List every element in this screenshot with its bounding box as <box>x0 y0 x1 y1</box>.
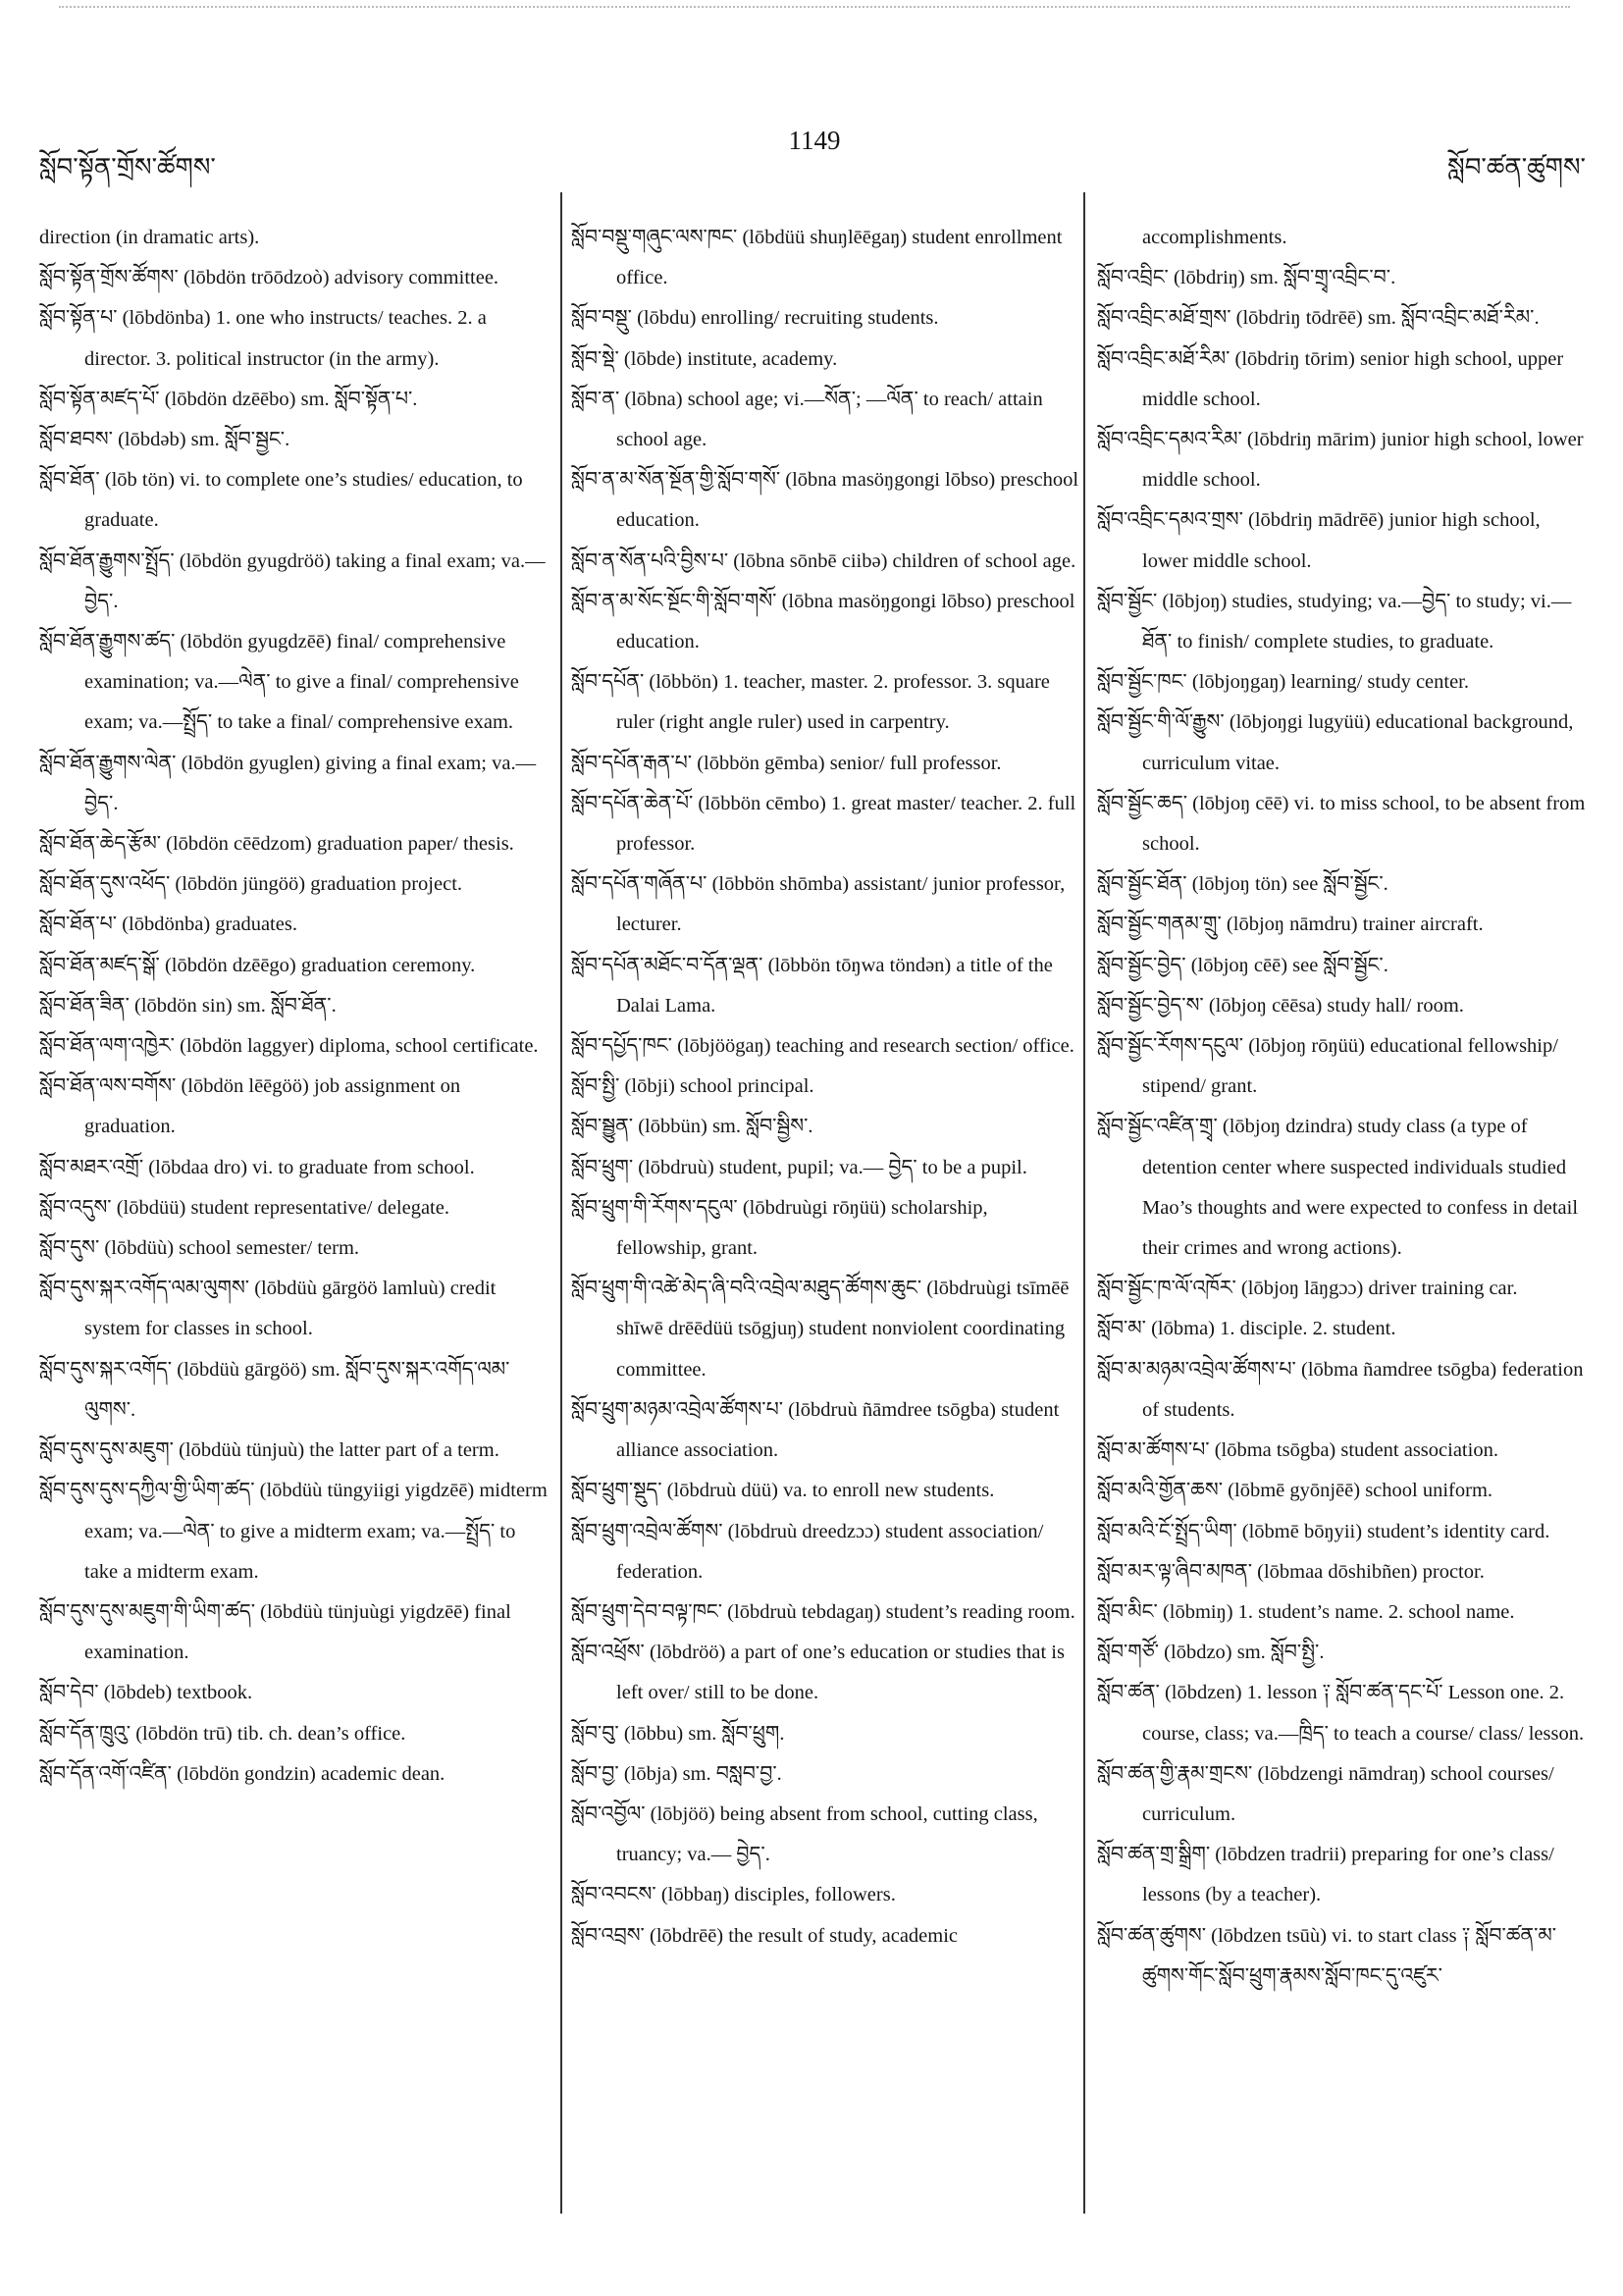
dictionary-entry: སློབ་སྦྱོང་འཛིན་གྲྭ་ (lōbjoŋ dzindra) study class (a type of detention center where suspected individuals studied Mao’s thoughts and were expected to confess in detail their crimes and wrong actions). <box>1097 1116 1579 1260</box>
dictionary-entry: སློབ་དུས་དུས་མཇུག་གི་ཡིག་ཚད་ (lōbdüù tünjuùgi yigdzēē) final examination. <box>39 1600 511 1664</box>
dictionary-entry: སློབ་ཐོན་དུས་འཕོད་ (lōbdön jüngöö) graduation project. <box>39 873 463 896</box>
dictionary-entry: སློབ་སྦྱུན་ (lōbbün) sm. སློབ་སྦྱིས་. <box>571 1116 813 1138</box>
dictionary-entry: སློབ་སྟོན་མཛད་པོ་ (lōbdön dzēēbo) sm. སློབ་སྟོན་པ་. <box>39 388 418 410</box>
dictionary-entry: སློབ་མར་ལྟ་ཞིབ་མཁན་ (lōbmaa dōshibñen) proctor. <box>1097 1560 1485 1583</box>
dictionary-entry: སློབ་སྦྱོང་གི་ལོ་རྒྱུས་ (lōbjoŋgi lugyüü) educational background, curriculum vitae. <box>1097 711 1574 774</box>
dictionary-entry: སློབ་ན་མ་སོན་སྔོན་གྱི་སློབ་གསོ་ (lōbna masöŋgongi lōbso) preschool education. <box>571 469 1079 532</box>
dictionary-entry: སློབ་སྦྱོང་རོགས་དངུལ་ (lōbjoŋ rōŋüü) educational fellowship/ stipend/ grant. <box>1097 1035 1558 1098</box>
dictionary-entry: སློབ་ཐོན་རྒྱུགས་སྤྲོད་ (lōbdön gyugdröö) taking a final exam; va.—བྱེད་. <box>39 549 546 612</box>
dictionary-entry: སློབ་ཚན་གྲ་སྒྲིག་ (lōbdzen tradrii) preparing for one’s class/ lessons (by a teacher). <box>1097 1844 1554 1906</box>
dictionary-entry: སློབ་ཕྲུག་འབྲེལ་ཚོགས་ (lōbdruù dreedzɔɔ) student association/ federation. <box>571 1520 1044 1583</box>
dictionary-entry: སློབ་སྦྱོང་བྱེད་ (lōbjoŋ cēē) see སློབ་སྦྱོང་. <box>1097 954 1388 976</box>
dictionary-entry: accomplishments. <box>1142 227 1287 248</box>
dictionary-entry: direction (in dramatic arts). <box>39 227 260 248</box>
dictionary-entry: སློབ་བྱ་ (lōbja) sm. བསླབ་བྱ་. <box>571 1762 782 1785</box>
running-head-right: སློབ་ཚན་ཚུགས་ <box>1447 153 1586 183</box>
dictionary-entry: སློབ་འབྲིང་དམའ་རིམ་ (lōbdriŋ mārim) junior high school, lower middle school. <box>1097 429 1584 492</box>
dictionary-entry: སློབ་མ་མཉམ་འབྲེལ་ཚོགས་པ་ (lōbma ñamdree tsōgba) federation of students. <box>1097 1358 1584 1421</box>
dictionary-entry: སློབ་ཚན་གྱི་རྣམ་གྲངས་ (lōbdzengi nāmdraŋ) school courses/ curriculum. <box>1097 1762 1554 1825</box>
dictionary-entry: སློབ་དེབ་ (lōbdeb) textbook. <box>39 1682 253 1704</box>
dictionary-entry: སློབ་ན་མ་སོང་སྔོང་གི་སློབ་གསོ་ (lōbna masöŋgongi lōbso) preschool education. <box>571 590 1075 653</box>
top-edge-dots <box>59 6 1570 10</box>
dictionary-entry: སློབ་དུས་སྐར་འགོད་ (lōbdüù gārgöö) sm. སློབ་དུས་སྐར་འགོད་ལམ་ལུགས་. <box>39 1358 510 1421</box>
column-divider-2 <box>1083 192 1085 2214</box>
dictionary-entry: སློབ་ཚན་ཚུགས་ (lōbdzen tsūù) vi. to start class ༑ སློབ་ཚན་མ་ཚུགས་གོང་སློབ་ཕྲུག་རྣམས་སློབ་ཁང་དུ་འཛུར་ <box>1097 1924 1557 1987</box>
dictionary-entry: སློབ་གཙོ་ (lōbdzo) sm. སློབ་སྤྱི་. <box>1097 1642 1325 1664</box>
dictionary-entry: སློབ་ཐོན་ (lōb tön) vi. to complete one’s studies/ education, to graduate. <box>39 469 523 532</box>
dictionary-entry: སློབ་མ་ (lōbma) 1. disciple. 2. student. <box>1097 1318 1396 1340</box>
dictionary-entry: སློབ་སྦྱོང་ཆད་ (lōbjoŋ cēē) vi. to miss school, to be absent from school. <box>1097 792 1586 856</box>
dictionary-entry: སློབ་འབྲིང་མཐོ་རིམ་ (lōbdriŋ tōrim) senior high school, upper middle school. <box>1097 347 1564 410</box>
dictionary-entry: སློབ་སྦྱོང་གནམ་གྲུ་ (lōbjoŋ nāmdru) trainer aircraft. <box>1097 913 1484 936</box>
dictionary-entry: སློབ་དུས་དུས་མཇུག་ (lōbdüù tünjuù) the latter part of a term. <box>39 1439 499 1462</box>
dictionary-entry: སློབ་དོན་ཁྲུའུ་ (lōbdön trū) tib. ch. dean’s office. <box>39 1722 406 1745</box>
dictionary-entry: སློབ་སྦྱོང་ཁང་ (lōbjoŋgaŋ) learning/ study center. <box>1097 671 1470 694</box>
dictionary-entry: སློབ་ཐོན་པ་ (lōbdönba) graduates. <box>39 913 297 936</box>
dictionary-entry: སློབ་དཔོན་གཞོན་པ་ (lōbbön shōmba) assistant/ junior professor, lecturer. <box>571 873 1066 936</box>
running-head-left: སློབ་སྟོན་གྲོས་ཚོགས་ <box>39 153 216 183</box>
dictionary-entry: སློབ་དུས་སྐར་འགོད་ལམ་ལུགས་ (lōbdüù gārgöö lamluù) credit system for classes in school. <box>39 1278 497 1340</box>
dictionary-entry: སློབ་སྤྱི་ (lōbji) school principal. <box>571 1075 814 1098</box>
dictionary-entry: སློབ་འབྱོལ་ (lōbjöö) being absent from school, cutting class, truancy; va.— བྱེད་. <box>571 1802 1038 1866</box>
dictionary-entry: སློབ་ན་སོན་པའི་བྱིས་པ་ (lōbna sōnbē ciibə) children of school age. <box>571 549 1076 572</box>
dictionary-entry: སློབ་མ་ཚོགས་པ་ (lōbma tsōgba) student association. <box>1097 1439 1498 1462</box>
dictionary-entry: སློབ་ཐོན་ལག་འཁྱེར་ (lōbdön laggyer) diploma, school certificate. <box>39 1035 539 1058</box>
dictionary-entry: སློབ་སྦྱོང་ཐོན་ (lōbjoŋ tön) see སློབ་སྦྱོང་. <box>1097 873 1388 896</box>
dictionary-entry: སློབ་དཔོན་ཆེན་པོ་ (lōbbön cēmbo) 1. great master/ teacher. 2. full professor. <box>571 792 1076 856</box>
dictionary-entry: སློབ་འབྲས་ (lōbdrēē) the result of study, academic <box>571 1924 959 1947</box>
dictionary-entry: སློབ་ཐབས་ (lōbdəb) sm. སློབ་སྦྱང་. <box>39 429 290 451</box>
column-2 <box>571 218 1081 1957</box>
dictionary-entry: སློབ་སྟོན་གྲོས་ཚོགས་ (lōbdön trōōdzoò) advisory committee. <box>39 267 499 289</box>
column-3 <box>1097 218 1588 1997</box>
dictionary-entry: སློབ་དོན་འགོ་འཛིན་ (lōbdön gondzin) academic dean. <box>39 1762 445 1785</box>
page-number: 1149 <box>788 126 841 155</box>
column-1 <box>39 218 550 1795</box>
dictionary-entry: སློབ་བུ་ (lōbbu) sm. སློབ་ཕྲུག. <box>571 1722 785 1745</box>
dictionary-entry: སློབ་ཐོན་ཆེད་རྩོམ་ (lōbdön cēēdzom) graduation paper/ thesis. <box>39 833 514 856</box>
dictionary-entry: སློབ་ཕྲུག་དེབ་བལྟ་ཁང་ (lōbdruù tebdagaŋ) student’s reading room. <box>571 1600 1075 1623</box>
dictionary-entry: སློབ་དཔོན་རྒན་པ་ (lōbbön gēmba) senior/ full professor. <box>571 752 1002 774</box>
dictionary-entry: སློབ་ཕྲུག་ (lōbdruù) student, pupil; va.— བྱེད་ to be a pupil. <box>571 1156 1027 1178</box>
dictionary-entry: སློབ་ན་ (lōbna) school age; vi.—སོན་; —ལོན་ to reach/ attain school age. <box>571 388 1043 451</box>
dictionary-entry: སློབ་སྡེ་ (lōbde) institute, academy. <box>571 347 838 370</box>
dictionary-entry: སློབ་ཚན་ (lōbdzen) 1. lesson ༑ སློབ་ཚན་དང་པོ་ Lesson one. 2. course, class; va.—ཁྲིད་ to teach a course/ class/ lesson. <box>1097 1682 1585 1745</box>
dictionary-entry: སློབ་དུས་དུས་དཀྱིལ་གྱི་ཡིག་ཚད་ (lōbdüù tüngyiigi yigdzēē) midterm exam; va.—ལེན་ to give a midterm exam; va.—སྤྲོད་ to take a midterm exam. <box>39 1480 548 1583</box>
dictionary-entry: སློབ་སྦྱོང་བྱེད་ས་ (lōbjoŋ cēēsa) study hall/ room. <box>1097 994 1464 1017</box>
dictionary-entry: སློབ་འབངས་ (lōbbaŋ) disciples, followers. <box>571 1884 896 1906</box>
dictionary-entry: སློབ་ཕྲུག་སྡུད་ (lōbdruù düü) va. to enroll new students. <box>571 1480 995 1502</box>
dictionary-entry: སློབ་སྦྱོང་ (lōbjoŋ) studies, studying; va.—བྱེད་ to study; vi.—ཐོན་ to finish/ complete studies, to graduate. <box>1097 590 1572 653</box>
dictionary-entry: སློབ་བསྡུ་ (lōbdu) enrolling/ recruiting students. <box>571 307 939 330</box>
dictionary-entry: སློབ་འབྲིང་ (lōbdriŋ) sm. སློབ་གྲྭ་འབྲིང་བ་. <box>1097 267 1396 289</box>
dictionary-entry: སློབ་ཐོན་ཟིན་ (lōbdön sin) sm. སློབ་ཐོན་. <box>39 994 337 1017</box>
dictionary-entry: སློབ་སྟོན་པ་ (lōbdönba) 1. one who instructs/ teaches. 2. a director. 3. political instructor (in the army). <box>39 307 487 370</box>
dictionary-entry: སློབ་ཐོན་མཛད་སྒོ་ (lōbdön dzēēgo) graduation ceremony. <box>39 954 476 976</box>
dictionary-entry: སློབ་ཕྲུག་གི་རོགས་དངུལ་ (lōbdruùgi rōŋüü) scholarship, fellowship, grant. <box>571 1196 988 1260</box>
dictionary-entry: སློབ་འཕྲོས་ (lōbdröö) a part of one’s education or studies that is left over/ still to be done. <box>571 1642 1065 1704</box>
dictionary-entry: སློབ་ཐོན་རྒྱུགས་ལེན་ (lōbdön gyuglen) giving a final exam; va.—བྱེད་. <box>39 752 537 814</box>
dictionary-entry: སློབ་སྦྱོང་ཁ་ལོ་འཁོར་ (lōbjoŋ lāŋgɔɔ) driver training car. <box>1097 1278 1518 1300</box>
dictionary-entry: སློབ་འདུས་ (lōbdüü) student representative/ delegate. <box>39 1196 449 1219</box>
dictionary-entry: སློབ་དཔྱོད་ཁང་ (lōbjöögaŋ) teaching and research section/ office. <box>571 1035 1074 1058</box>
dictionary-entry: སློབ་ཐོན་རྒྱུགས་ཚད་ (lōbdön gyugdzēē) final/ comprehensive examination; va.—ལེན་ to give a final/ comprehensive exam; va.—སྤྲོད་ to take a final/ comprehensive exam. <box>39 631 519 734</box>
dictionary-entry: སློབ་མིང་ (lōbmiŋ) 1. student’s name. 2. school name. <box>1097 1600 1515 1623</box>
dictionary-entry: སློབ་ཐོན་ལས་བགོས་ (lōbdön lēēgöö) job assignment on graduation. <box>39 1075 461 1138</box>
dictionary-entry: སློབ་འབྲིང་མཐོ་གྲས་ (lōbdriŋ tōdrēē) sm. སློབ་འབྲིང་མཐོ་རིམ་. <box>1097 307 1540 330</box>
dictionary-entry: སློབ་ཕྲུག་གི་འཚེ་མེད་ཞི་བའི་འབྲེལ་མཐུད་ཚོགས་ཆུང་ (lōbdruùgi tsīmēē shīwē drēēdüü tsōgjuŋ) student nonviolent coordinating committee. <box>571 1278 1070 1381</box>
dictionary-entry: སློབ་བསྡུ་གཞུང་ལས་ཁང་ (lōbdüü shuŋlēēgaŋ) student enrollment office. <box>571 227 1063 289</box>
dictionary-entry: སློབ་མའི་གྱོན་ཆས་ (lōbmē gyōnjēē) school uniform. <box>1097 1480 1493 1502</box>
dictionary-entry: སློབ་དུས་ (lōbdüù) school semester/ term. <box>39 1237 360 1260</box>
dictionary-entry: སློབ་དཔོན་མཐོང་བ་དོན་ལྡན་ (lōbbön tōŋwa töndən) a title of the Dalai Lama. <box>571 954 1053 1017</box>
dictionary-entry: སློབ་དཔོན་ (lōbbön) 1. teacher, master. 2. professor. 3. square ruler (right angle ruler) used in carpentry. <box>571 671 1050 734</box>
dictionary-entry: སློབ་འབྲིང་དམའ་གྲས་ (lōbdriŋ mādrēē) junior high school, lower middle school. <box>1097 509 1541 572</box>
dictionary-entry: སློབ་མཐར་འགྲོ་ (lōbdaa dro) vi. to graduate from school. <box>39 1156 475 1178</box>
dictionary-entry: སློབ་ཕྲུག་མཉམ་འབྲེལ་ཚོགས་པ་ (lōbdruù ñāmdree tsōgba) student alliance association. <box>571 1398 1060 1462</box>
dictionary-entry: སློབ་མའི་ངོ་སྤྲོད་ཡིག་ (lōbmē bōŋyii) student’s identity card. <box>1097 1520 1550 1542</box>
column-divider-1 <box>560 192 562 2214</box>
